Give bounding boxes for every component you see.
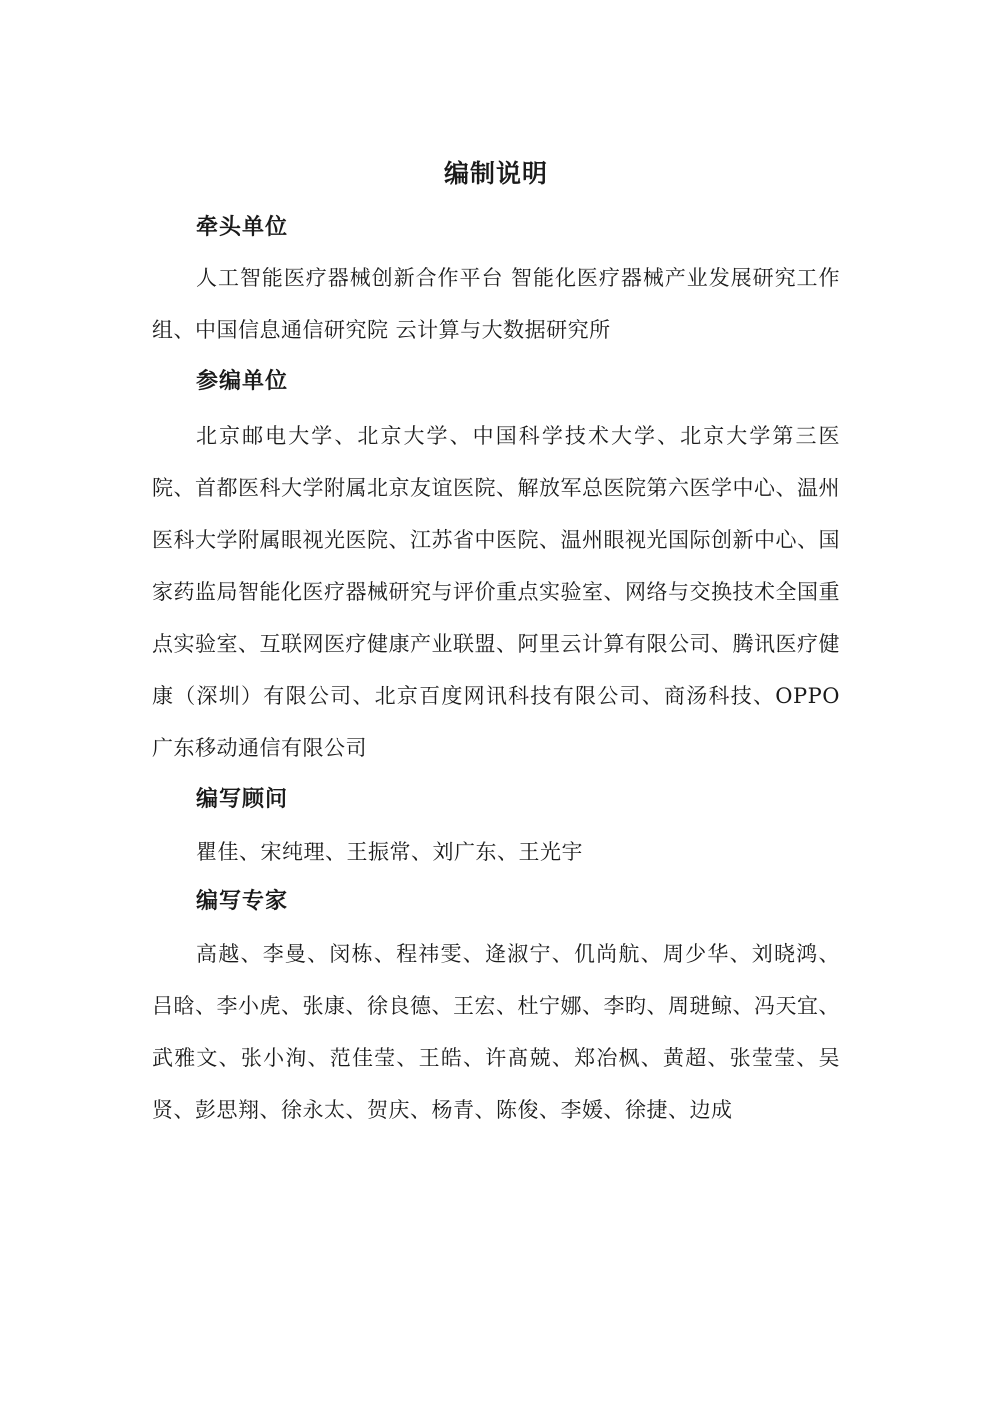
section-text-participating-units: 北京邮电大学、北京大学、中国科学技术大学、北京大学第三医院、首都医科大学附属北京友谊医院、解放军总医院第六医学中心、温州医科大学附属眼视光医院、江苏省中医院、温州眼视光国际创新中心、国家药监局智能化医疗器械研究与评价重点实验室、网络与交换技术全国重点实验室、互联网医疗健康产业联盟、阿里云计算有限公司、腾讯医疗健康（深圳）有限公司、北京百度网讯科技有限公司、商汤科技、OPPO 广东移动通信有限公司 <box>152 424 840 760</box>
section-heading-participating-units: 参编单位 <box>196 369 289 394</box>
document-title: 编制说明 <box>443 159 548 188</box>
section-heading-experts: 编写专家 <box>196 889 289 914</box>
section-text-advisors: 瞿佳、宋纯理、王振常、刘广东、王光宇 <box>196 840 583 864</box>
section-text-experts: 高越、李曼、闵栋、程祎雯、逄淑宁、仉尚航、周少华、刘晓鸿、吕晗、李小虎、张康、徐良德、王宏、杜宁娜、李昀、周琎鲸、冯天宜、武雅文、张小洵、范佳莹、王皓、许髙兢、郑冶枫、黄超、张莹莹、吴贤、彭思翔、徐永太、贺庆、杨青、陈俊、李媛、徐捷、边成 <box>152 942 840 1122</box>
section-heading-advisors: 编写顾问 <box>196 787 289 812</box>
section-heading-lead-units: 牵头单位 <box>196 215 289 240</box>
section-text-lead-units: 人工智能医疗器械创新合作平台 智能化医疗器械产业发展研究工作组、中国信息通信研究院 云计算与大数据研究所 <box>152 266 840 342</box>
